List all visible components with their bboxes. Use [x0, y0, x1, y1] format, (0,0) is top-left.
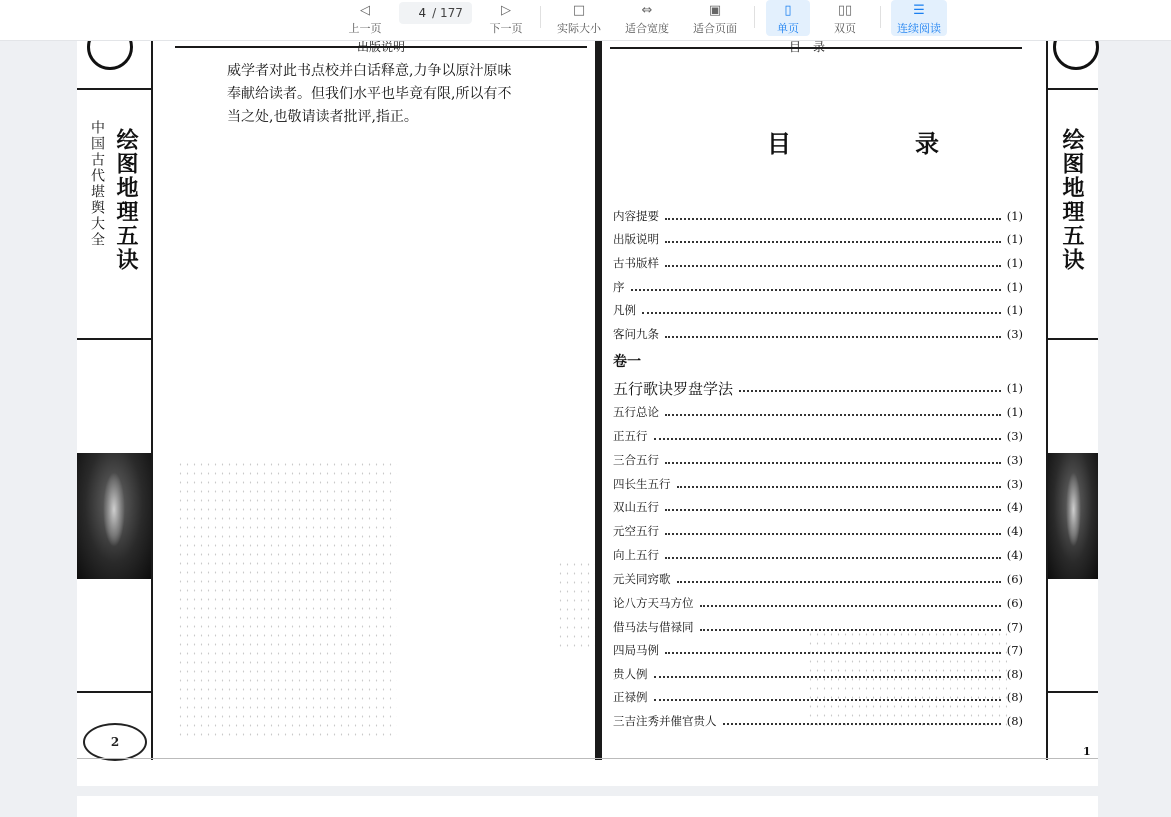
border-rule — [77, 338, 151, 340]
double-page-label: 双页 — [834, 22, 856, 35]
header-rule — [175, 46, 587, 48]
single-page-icon: ▯ — [784, 3, 792, 18]
toc-leader-dots — [665, 462, 1001, 464]
double-page-icon: ▯▯ — [837, 3, 853, 18]
right-page-number: 1 — [1083, 745, 1091, 758]
toc-item[interactable] — [613, 593, 1023, 613]
toc-leader-dots — [631, 289, 1001, 291]
toc-item-page: (3) — [1006, 477, 1023, 491]
continuous-read-button[interactable] — [891, 0, 947, 36]
toc-item-label: 正五行 — [613, 429, 648, 443]
toc-item-label: 元关同窍歌 — [613, 572, 671, 586]
toc-section-label: 卷一 — [613, 354, 641, 370]
toc-item-page: (6) — [1006, 596, 1023, 610]
toc-item-label: 贵人例 — [613, 667, 648, 681]
toc-item[interactable] — [613, 277, 1023, 297]
toc-leader-dots — [665, 557, 1001, 559]
toc-title: 目 录 — [767, 129, 989, 158]
toc-item-label: 三合五行 — [613, 453, 659, 467]
toc-item-label: 双山五行 — [613, 500, 659, 514]
fit-width-label: 适合宽度 — [625, 22, 669, 35]
toolbar-divider — [880, 6, 881, 28]
toolbar-divider — [540, 6, 541, 28]
header-rule — [610, 47, 1022, 49]
toc-leader-dots — [665, 218, 1001, 220]
toc-item-page: (1) — [1006, 303, 1023, 317]
toc-item-page: (6) — [1006, 572, 1023, 586]
left-page-number: 2 — [83, 723, 147, 761]
toc-item-page: (1) — [1006, 381, 1023, 395]
toc-item-page: (4) — [1006, 548, 1023, 562]
toc-item-page: (8) — [1006, 690, 1023, 704]
toc-item[interactable] — [613, 300, 1023, 320]
toc-leader-dots — [654, 438, 1001, 440]
toc-item-page: (1) — [1006, 280, 1023, 294]
continuous-read-label: 连续阅读 — [897, 22, 941, 35]
toc-item-page: (8) — [1006, 667, 1023, 681]
next-page-label: 下一页 — [489, 22, 523, 35]
toc-item-label: 向上五行 — [613, 548, 659, 562]
toc-item-label: 序 — [613, 280, 625, 294]
toc-item-page: (1) — [1006, 256, 1023, 270]
binding-book-title: 绘图地理五诀 — [1059, 128, 1085, 272]
toc-item[interactable] — [613, 545, 1023, 565]
page-number-input[interactable] — [408, 6, 426, 20]
chevron-left-icon: ◁ — [360, 3, 370, 18]
border-rule — [1046, 40, 1048, 760]
toc-item-label: 元空五行 — [613, 524, 659, 538]
next-page-button[interactable] — [485, 0, 527, 36]
toc-item-label: 三吉注秀并催官贵人 — [613, 714, 717, 728]
toc-section-heading[interactable] — [613, 351, 1023, 371]
toc-item-page: (4) — [1006, 500, 1023, 514]
toc-item-page: (1) — [1006, 232, 1023, 246]
body-line: 奉献给读者。但我们水平也毕竟有限,所以有不 — [227, 86, 512, 102]
fit-page-icon: ▣ — [708, 3, 722, 18]
actual-size-label: 实际大小 — [557, 22, 601, 35]
fit-page-button[interactable] — [689, 0, 741, 36]
toc-item[interactable] — [613, 402, 1023, 422]
toc-item[interactable] — [613, 569, 1023, 589]
border-rule — [77, 88, 151, 90]
toc-item-page: (4) — [1006, 524, 1023, 538]
deity-illustration — [1048, 453, 1098, 579]
toc-item-page: (1) — [1006, 405, 1023, 419]
toc-leader-dots — [665, 336, 1001, 338]
toc-item-label: 借马法与借禄同 — [613, 620, 694, 634]
toc-item[interactable] — [613, 324, 1023, 344]
fit-width-icon: ⇔ — [641, 3, 653, 18]
prev-page-label: 上一页 — [348, 22, 382, 35]
toc-item-label: 古书版样 — [613, 256, 659, 270]
toc-item[interactable] — [613, 378, 1023, 398]
toc-leader-dots — [700, 605, 1001, 607]
fit-page-label: 适合页面 — [693, 22, 737, 35]
border-rule — [1048, 88, 1098, 90]
toc-item-page: (3) — [1006, 453, 1023, 467]
single-page-label: 单页 — [777, 22, 799, 35]
fit-width-button[interactable] — [621, 0, 673, 36]
toc-item-page: (3) — [1006, 429, 1023, 443]
viewer-toolbar — [0, 0, 1171, 41]
page-indicator — [399, 2, 472, 24]
toc-item-label: 内容提要 — [613, 209, 659, 223]
toc-item-page: (7) — [1006, 643, 1023, 657]
border-rule — [151, 40, 153, 760]
toc-item-page: (1) — [1006, 209, 1023, 223]
binding-series-title: 中国古代堪舆大全 — [89, 120, 105, 248]
page-bottom-edge — [77, 758, 1098, 759]
continuous-scroll-icon: ☰ — [913, 3, 925, 18]
border-rule — [1048, 691, 1098, 693]
toc-item[interactable] — [613, 450, 1023, 470]
toc-leader-dots — [642, 312, 1001, 314]
actual-size-icon: □ — [572, 3, 586, 18]
toc-leader-dots — [665, 509, 1001, 511]
toc-item-label: 四局马例 — [613, 643, 659, 657]
toc-leader-dots — [665, 533, 1001, 535]
left-body-text — [227, 60, 537, 129]
toc-item-page: (8) — [1006, 714, 1023, 728]
toc-item-label: 四长生五行 — [613, 477, 671, 491]
toc-item-page: (7) — [1006, 620, 1023, 634]
chevron-right-icon: ▷ — [501, 3, 511, 18]
toc-item[interactable] — [613, 229, 1023, 249]
toc-leader-dots — [739, 390, 1001, 392]
toc-item-label: 出版说明 — [613, 232, 659, 246]
toc-item[interactable] — [613, 206, 1023, 226]
toolbar-divider — [754, 6, 755, 28]
border-rule — [77, 691, 151, 693]
toc-leader-dots — [665, 241, 1001, 243]
border-rule — [1048, 338, 1098, 340]
toc-item-label: 客问九条 — [613, 327, 659, 341]
toc-item-label: 五行歌诀罗盘学法 — [613, 379, 734, 398]
book-spine — [595, 40, 602, 760]
toc-item[interactable] — [613, 497, 1023, 517]
scan-noise — [557, 560, 597, 650]
scan-noise — [807, 630, 1007, 730]
toc-item-label: 正禄例 — [613, 690, 648, 704]
toc-item-label: 凡例 — [613, 303, 636, 317]
toc-item-label: 论八方天马方位 — [613, 596, 694, 610]
actual-size-button[interactable] — [553, 0, 605, 36]
toc-leader-dots — [677, 486, 1001, 488]
scan-noise — [177, 460, 397, 740]
toc-leader-dots — [665, 265, 1001, 267]
toc-item[interactable] — [613, 474, 1023, 494]
toc-leader-dots — [665, 414, 1001, 416]
body-line: 当之处,也敬请读者批评,指正。 — [227, 109, 418, 125]
toc-item[interactable] — [613, 521, 1023, 541]
single-page-button[interactable] — [766, 0, 810, 36]
prev-page-button[interactable] — [344, 0, 386, 36]
document-page — [77, 40, 1098, 786]
toc-item-label: 五行总论 — [613, 405, 659, 419]
body-line: 威学者对此书点校并白话释意,力争以原汁原味 — [227, 63, 512, 79]
next-document-page — [77, 796, 1098, 817]
toc-leader-dots — [677, 581, 1001, 583]
double-page-button[interactable] — [823, 0, 867, 36]
page-total: / 177 — [432, 6, 463, 20]
deity-illustration — [77, 453, 151, 579]
toc-item[interactable] — [613, 253, 1023, 273]
toc-item[interactable] — [613, 426, 1023, 446]
toc-item-page: (3) — [1006, 327, 1023, 341]
binding-book-title: 绘图地理五诀 — [113, 128, 139, 272]
